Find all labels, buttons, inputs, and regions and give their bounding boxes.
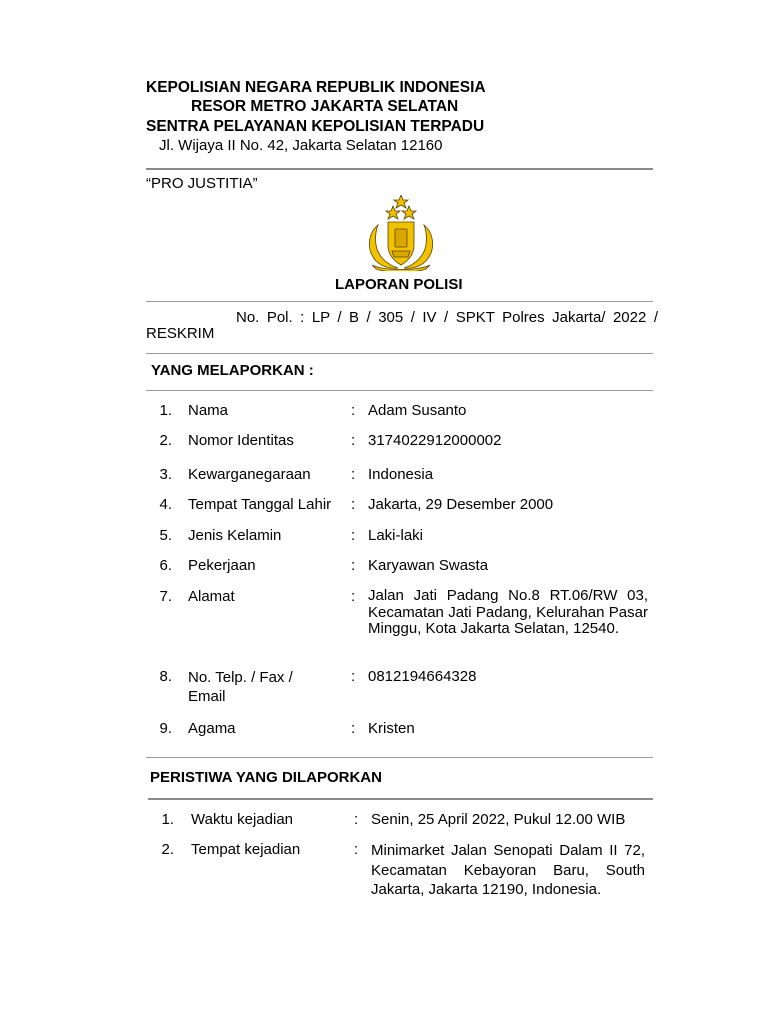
item-value: Adam Susanto: [368, 402, 467, 419]
item-value: Indonesia: [368, 466, 434, 483]
header-line-2: RESOR METRO JAKARTA SELATAN: [191, 98, 459, 115]
item-value: Karyawan Swasta: [368, 557, 489, 574]
item-number: 9.: [159, 720, 172, 737]
item-label: Nama: [188, 402, 229, 419]
item-value: Minimarket Jalan Senopati Dalam II 72, Kecamatan Kebayoran Baru, South Jakarta, Jakarta 12190, Indonesia.: [371, 842, 645, 898]
item-label: Pekerjaan: [188, 557, 256, 574]
item-label: Jenis Kelamin: [188, 527, 282, 544]
item-number: 3.: [159, 466, 172, 483]
item-value: Senin, 25 April 2022, Pukul 12.00 WIB: [371, 811, 626, 828]
item-number: 8.: [159, 668, 172, 685]
item-colon: :: [351, 668, 356, 685]
section-divider-top: [146, 353, 653, 354]
item-number: 1.: [161, 811, 174, 828]
polri-emblem-icon: [358, 195, 444, 271]
report-number-continued: RESKRIM: [146, 325, 215, 342]
header-divider: [146, 168, 653, 170]
item-number: 5.: [159, 527, 172, 544]
item-colon: :: [351, 496, 356, 513]
reporter-heading-divider: [146, 390, 653, 391]
pro-justitia: “PRO JUSTITIA”: [146, 175, 258, 192]
title-divider: [146, 301, 653, 302]
item-number: 6.: [159, 557, 172, 574]
item-colon: :: [351, 402, 356, 419]
incident-heading: PERISTIWA YANG DILAPORKAN: [150, 769, 382, 786]
item-label: Waktu kejadian: [191, 811, 293, 828]
item-label: Kewarganegaraan: [188, 466, 311, 483]
item-label: Tempat kejadian: [191, 841, 301, 858]
incident-heading-divider: [148, 798, 653, 800]
item-label: Tempat Tanggal Lahir: [188, 496, 332, 513]
item-colon: :: [354, 811, 359, 828]
item-number: 4.: [159, 496, 172, 513]
item-value: Laki-laki: [368, 527, 424, 544]
item-value: 0812194664328: [368, 668, 477, 685]
header-address: Jl. Wijaya II No. 42, Jakarta Selatan 12160: [159, 137, 443, 154]
item-label: Nomor Identitas: [188, 432, 294, 449]
item-value: Jakarta, 29 Desember 2000: [368, 496, 554, 513]
item-colon: :: [351, 432, 356, 449]
item-colon: :: [351, 557, 356, 574]
item-number: 7.: [159, 588, 172, 605]
item-value: Kristen: [368, 720, 415, 737]
item-colon: :: [351, 720, 356, 737]
report-number: No. Pol. : LP / B / 305 / IV / SPKT Polres Jakarta/ 2022 /: [236, 309, 658, 326]
item-colon: :: [354, 841, 359, 858]
item-colon: :: [351, 527, 356, 544]
document-title: LAPORAN POLISI: [335, 276, 463, 293]
item-number: 2.: [159, 432, 172, 449]
item-label: No. Telp. / Fax / Email: [188, 669, 293, 705]
item-colon: :: [351, 588, 356, 605]
item-label: Alamat: [188, 588, 235, 605]
item-value: Jalan Jati Padang No.8 RT.06/RW 03, Kecamatan Jati Padang, Kelurahan Pasar Minggu, Kota Jakarta Selatan, 12540.: [368, 587, 648, 637]
item-colon: :: [351, 466, 356, 483]
incident-divider-top: [146, 757, 653, 758]
reporter-heading: YANG MELAPORKAN :: [151, 362, 314, 379]
item-value: 3174022912000002: [368, 432, 502, 449]
header-line-3: SENTRA PELAYANAN KEPOLISIAN TERPADU: [146, 118, 485, 135]
item-number: 2.: [161, 841, 174, 858]
item-label: Agama: [188, 720, 236, 737]
item-number: 1.: [159, 402, 172, 419]
header-line-1: KEPOLISIAN NEGARA REPUBLIK INDONESIA: [146, 79, 486, 96]
